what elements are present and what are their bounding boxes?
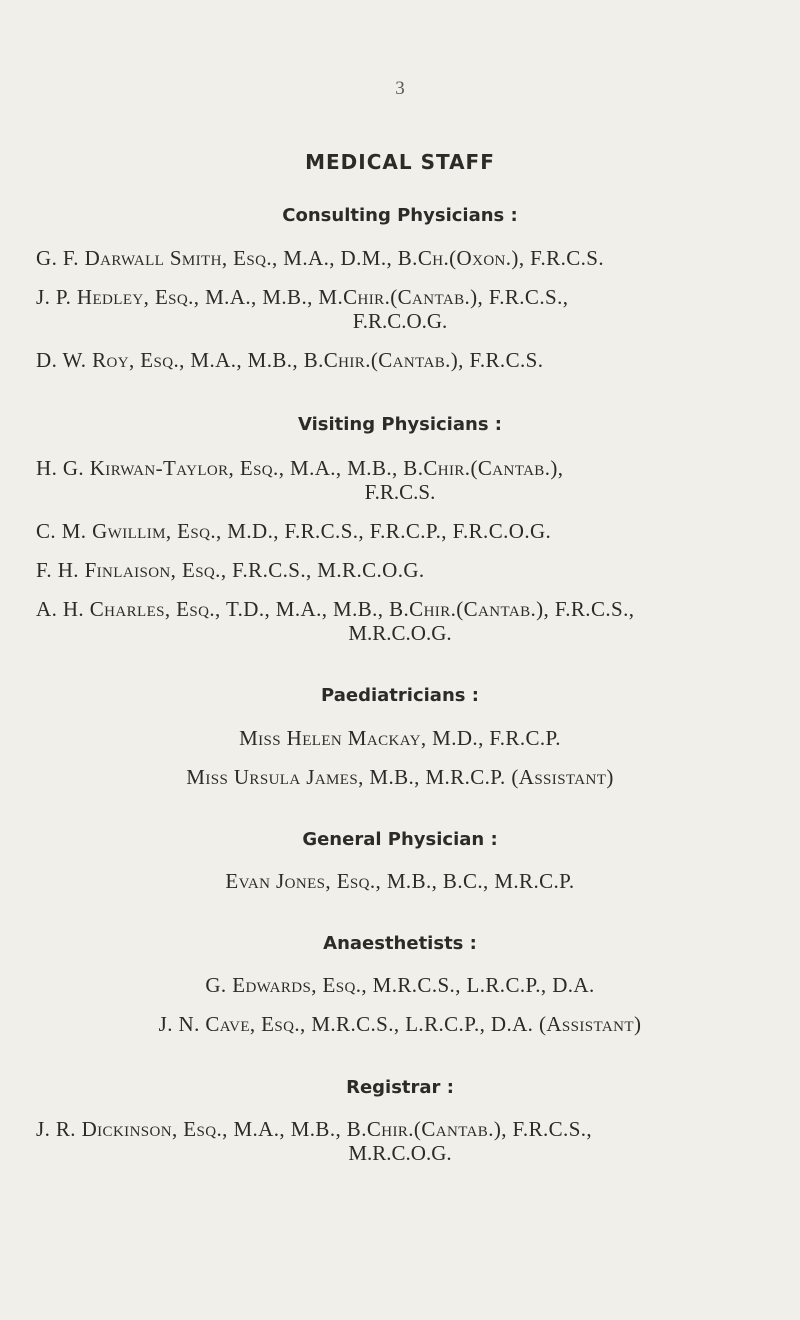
staff-entry: H. G. Kirwan-Taylor, Esq., M.A., M.B., B.Chir.(Cantab.), bbox=[36, 456, 564, 480]
staff-entry: J. R. Dickinson, Esq., M.A., M.B., B.Chir.(Cantab.), F.R.C.S., bbox=[36, 1117, 593, 1141]
staff-entry: Evan Jones, Esq., M.B., B.C., M.R.C.P. bbox=[225, 869, 575, 893]
staff-entry: J. P. Hedley, Esq., M.A., M.B., M.Chir.(Cantab.), F.R.C.S., bbox=[36, 285, 569, 309]
staff-entry-continuation: F.R.C.S. bbox=[364, 480, 436, 504]
staff-entry-continuation: F.R.C.O.G. bbox=[352, 309, 448, 333]
section-heading-general: General Physician : bbox=[302, 829, 498, 850]
page-number: 3 bbox=[395, 78, 405, 99]
staff-entry-continuation: M.R.C.O.G. bbox=[348, 1141, 452, 1165]
staff-entry: Miss Helen Mackay, M.D., F.R.C.P. bbox=[239, 726, 561, 750]
staff-entry: A. H. Charles, Esq., T.D., M.A., M.B., B.Chir.(Cantab.), F.R.C.S., bbox=[36, 597, 635, 621]
staff-entry: G. F. Darwall Smith, Esq., M.A., D.M., B.Ch.(Oxon.), F.R.C.S. bbox=[36, 246, 605, 270]
staff-entry-continuation: M.R.C.O.G. bbox=[348, 621, 452, 645]
staff-entry: C. M. Gwillim, Esq., M.D., F.R.C.S., F.R.C.P., F.R.C.O.G. bbox=[36, 519, 552, 543]
section-heading-registrar: Registrar : bbox=[346, 1077, 454, 1098]
staff-entry: D. W. Roy, Esq., M.A., M.B., B.Chir.(Cantab.), F.R.C.S. bbox=[36, 348, 544, 372]
section-heading-paediatricians: Paediatricians : bbox=[321, 685, 479, 706]
staff-entry: F. H. Finlaison, Esq., F.R.C.S., M.R.C.O.G. bbox=[36, 558, 425, 582]
section-heading-anaesthetists: Anaesthetists : bbox=[323, 933, 477, 954]
section-heading-visiting: Visiting Physicians : bbox=[297, 414, 502, 435]
staff-entry: Miss Ursula James, M.B., M.R.C.P. (Assistant) bbox=[186, 765, 614, 789]
section-heading-consulting: Consulting Physicians : bbox=[282, 205, 518, 226]
page-title: MEDICAL STAFF bbox=[305, 150, 495, 174]
staff-entry: J. N. Cave, Esq., M.R.C.S., L.R.C.P., D.A. (Assistant) bbox=[158, 1012, 642, 1036]
staff-entry: G. Edwards, Esq., M.R.C.S., L.R.C.P., D.A. bbox=[205, 973, 595, 997]
